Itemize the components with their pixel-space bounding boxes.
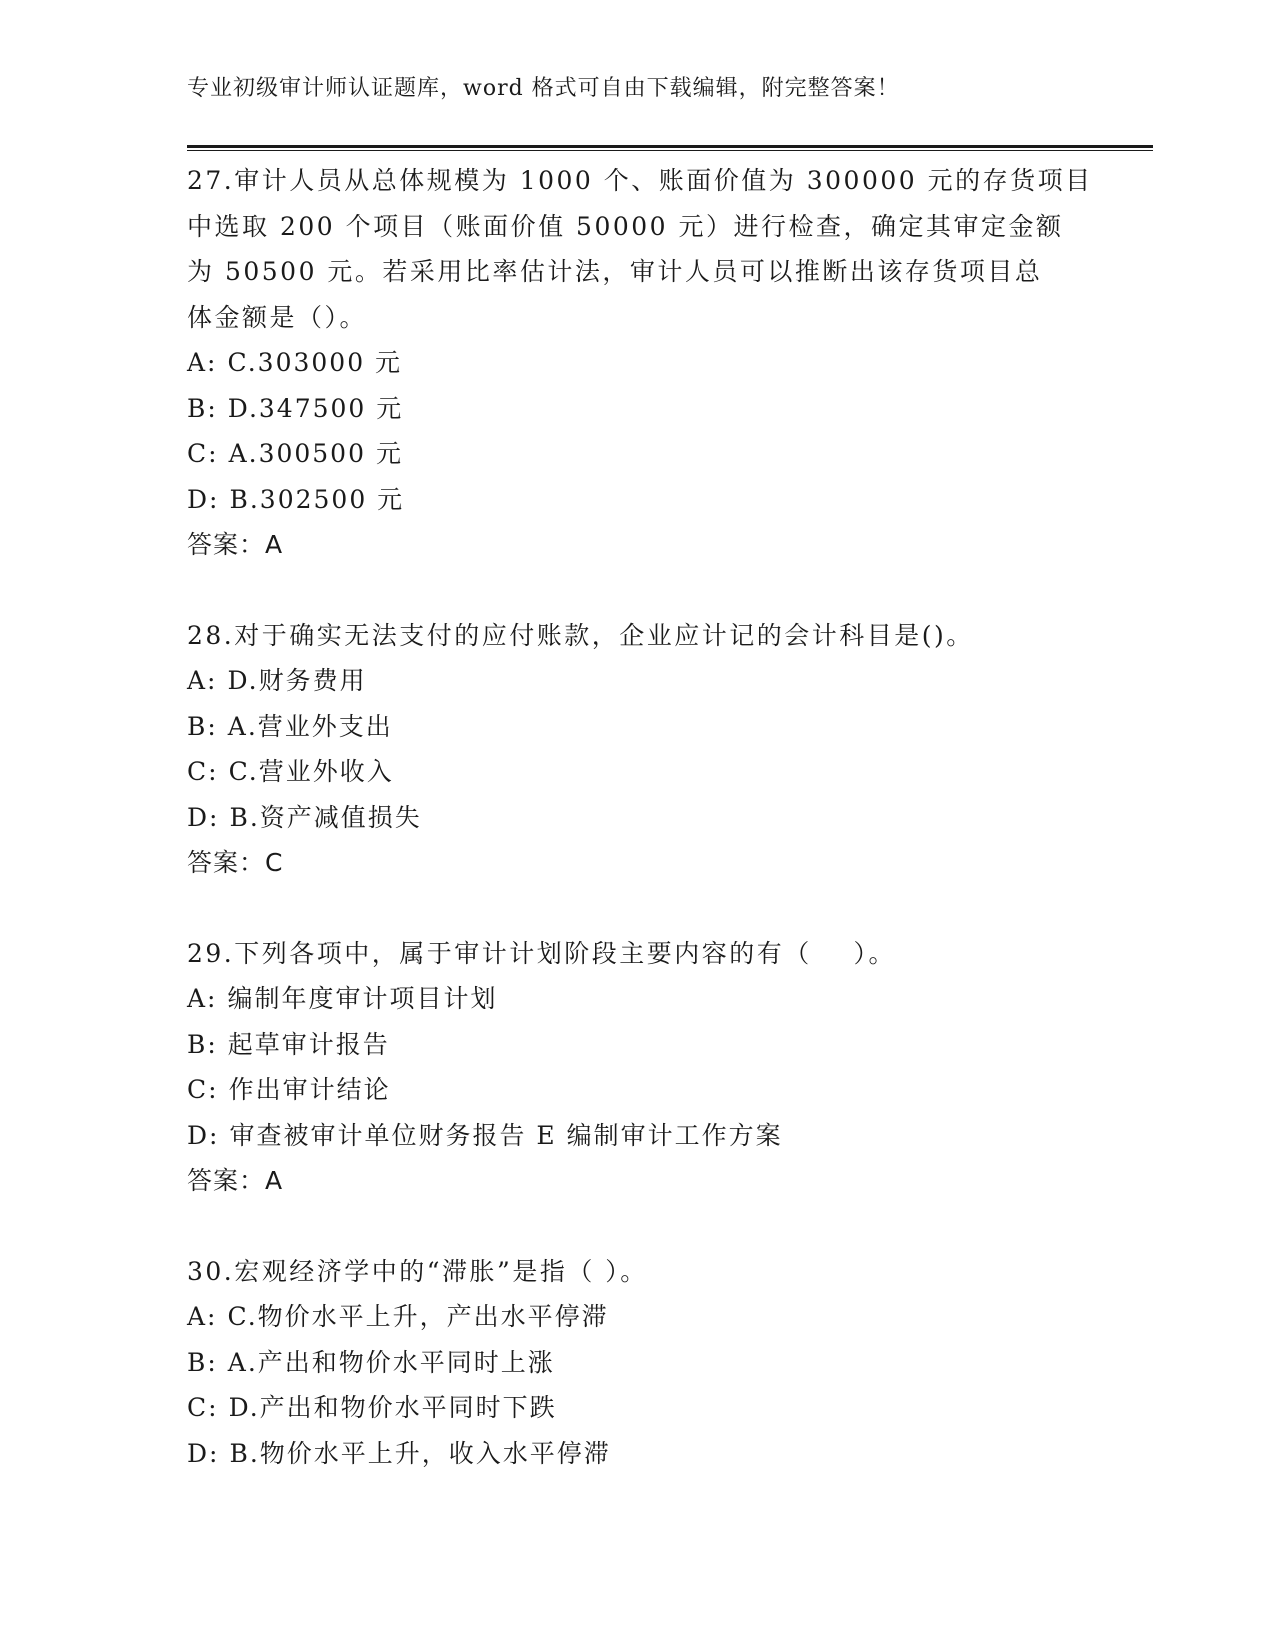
stem-line: 27.审计人员从总体规模为 1000 个、账面价值为 300000 元的存货项目 — [187, 166, 1093, 195]
option-text: D.产出和物价水平同时下跌 — [228, 1393, 557, 1422]
header-divider — [187, 145, 1153, 151]
option-text: C.303000 元 — [227, 348, 403, 377]
stem-line: 中选取 200 个项目（账面价值 50000 元）进行检查，确定其审定金额 — [187, 211, 1064, 241]
option-d — [187, 795, 1087, 841]
question-stem — [187, 158, 1093, 340]
option-label: C: — [187, 439, 219, 468]
option-text: A.300500 元 — [228, 439, 403, 468]
option-d — [187, 1113, 1087, 1159]
question-28 — [187, 613, 1087, 886]
option-label: C: — [187, 1393, 219, 1422]
stem-line: 体金额是（）。 — [187, 302, 368, 332]
option-a — [187, 1294, 1087, 1340]
option-label: B: — [187, 1029, 218, 1059]
option-text: D.财务费用 — [227, 666, 367, 695]
question-stem — [187, 613, 1087, 659]
option-b — [187, 704, 1087, 750]
option-label: B: — [187, 711, 218, 741]
option-label: D: — [187, 802, 220, 832]
option-label: D: — [187, 1438, 220, 1468]
option-label: A: — [187, 1302, 218, 1331]
question-list — [187, 158, 1093, 1521]
option-text: C.物价水平上升，产出水平停滞 — [227, 1302, 609, 1331]
option-label: A: — [187, 984, 218, 1013]
option-label: A: — [187, 666, 218, 695]
option-d — [187, 1431, 1087, 1477]
option-label: B: — [187, 393, 218, 423]
option-c — [187, 431, 1087, 477]
stem-line: 28.对于确实无法支付的应付账款，企业应计记的会计科目是()。 — [187, 620, 974, 650]
option-text: B.物价水平上升，收入水平停滞 — [229, 1438, 611, 1468]
question-stem — [187, 1249, 1087, 1295]
option-text: 起草审计报告 — [227, 1029, 390, 1059]
option-text: C.营业外收入 — [228, 757, 394, 786]
option-label: B: — [187, 1347, 218, 1377]
option-a — [187, 340, 1087, 386]
option-b — [187, 1340, 1087, 1386]
option-c — [187, 1067, 1087, 1113]
question-27 — [187, 158, 1093, 568]
option-text: B.资产减值损失 — [229, 802, 422, 832]
option-c — [187, 749, 1087, 795]
answer-line: 答案：A — [187, 1166, 284, 1195]
answer-line: 答案：A — [187, 530, 284, 559]
option-text: A.产出和物价水平同时上涨 — [227, 1347, 555, 1377]
stem-line: 29.下列各项中，属于审计计划阶段主要内容的有（ ）。 — [187, 938, 897, 968]
option-label: C: — [187, 757, 219, 786]
option-text: 审查被审计单位财务报告 E 编制审计工作方案 — [229, 1120, 783, 1150]
question-30 — [187, 1249, 1087, 1477]
option-label: D: — [187, 484, 220, 514]
option-text: A.营业外支出 — [227, 711, 393, 741]
option-label: C: — [187, 1075, 219, 1104]
option-c — [187, 1385, 1087, 1431]
option-b — [187, 386, 1087, 432]
option-a — [187, 976, 1087, 1022]
question-stem — [187, 931, 1087, 977]
option-text: 编制年度审计项目计划 — [227, 984, 498, 1013]
answer-line: 答案：C — [187, 848, 284, 877]
stem-line: 30.宏观经济学中的“滞胀”是指（ ）。 — [187, 1256, 648, 1286]
stem-line: 为 50500 元。若采用比率估计法，审计人员可以推断出该存货项目总 — [187, 257, 1043, 286]
option-text: D.347500 元 — [227, 393, 404, 423]
option-text: 作出审计结论 — [228, 1075, 391, 1104]
option-label: A: — [187, 348, 218, 377]
page-header-title: 专业初级审计师认证题库，word 格式可自由下载编辑，附完整答案！ — [187, 76, 900, 101]
option-a — [187, 658, 1087, 704]
question-29 — [187, 931, 1087, 1204]
option-text: B.302500 元 — [229, 484, 405, 514]
option-label: D: — [187, 1120, 220, 1150]
option-b — [187, 1022, 1087, 1068]
option-d — [187, 477, 1087, 523]
